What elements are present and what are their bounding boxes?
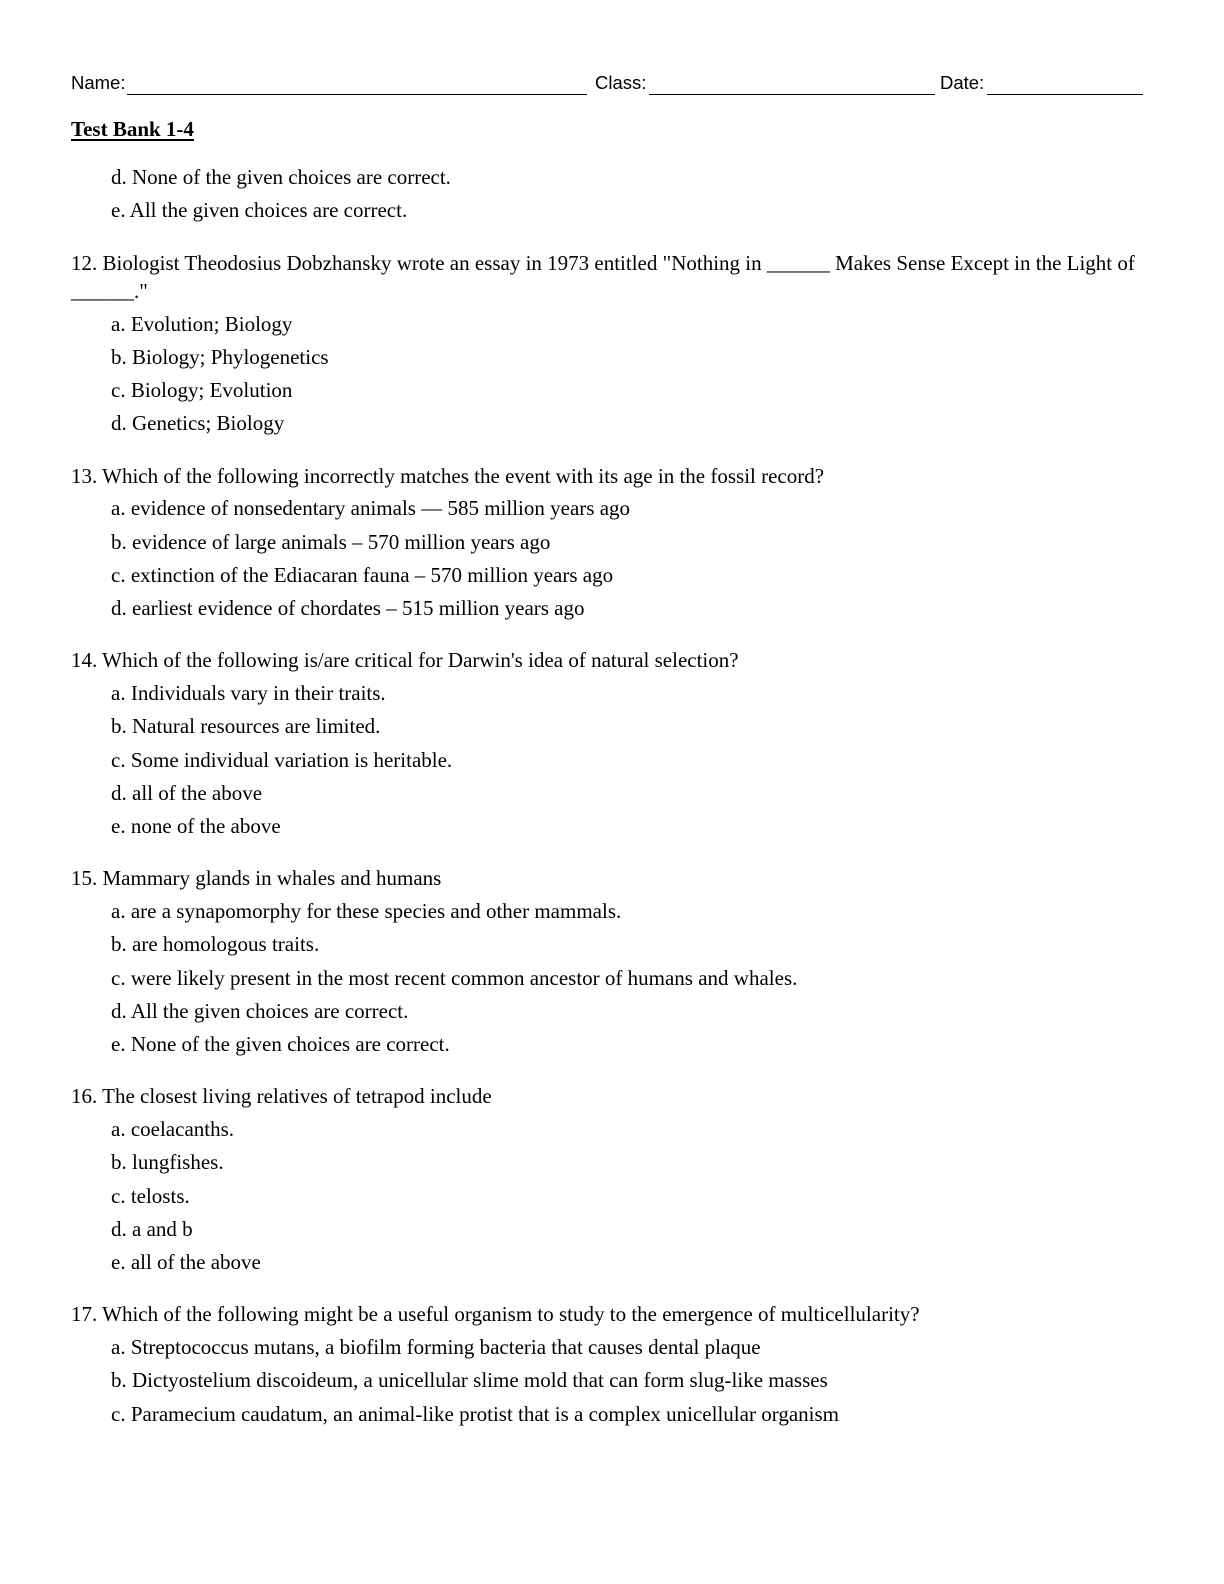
answer-choice: a. coelacanths. [111,1116,235,1141]
answer-choice: c. Some individual variation is heritable. [111,747,453,772]
question-17 [71,1300,1143,1430]
student-info-header [71,68,1143,98]
class-field[interactable] [649,94,935,95]
question-list [71,161,1143,1431]
answer-choice: e. none of the above [111,814,281,839]
question-16 [71,1082,1143,1279]
answer-choice: d. None of the given choices are correct. [111,165,451,189]
date-label: Date: [940,72,985,93]
answer-choice: d. Genetics; Biology [111,411,285,436]
question-text: 13. Which of the following incorrectly matches the event with its age in the fossil record? [71,463,825,488]
continued-question [71,161,1143,228]
answer-choice: d. earliest evidence of chordates – 515 million years ago [111,596,585,621]
question-text: 17. Which of the following might be a useful organism to study to the emergence of multicellularity? [71,1302,920,1327]
date-field[interactable] [987,94,1143,95]
answer-choice: b. lungfishes. [111,1150,224,1175]
answer-choice: c. telosts. [111,1183,190,1208]
question-13 [71,462,1143,626]
question-text: 12. Biologist Theodosius Dobzhansky wrote an essay in 1973 entitled "Nothing in ______ Makes Sense Except in the Light of ______." [71,250,1135,304]
answer-choice: d. a and b [111,1216,193,1241]
answer-choice: c. Paramecium caudatum, an animal-like protist that is a complex unicellular organism [111,1401,839,1426]
answer-choice: b. Dictyostelium discoideum, a unicellular slime mold that can form slug-like masses [111,1368,828,1393]
answer-choice: a. are a synapomorphy for these species and other mammals. [111,898,622,923]
answer-choice: a. Evolution; Biology [111,311,293,336]
question-text: 14. Which of the following is/are critical for Darwin's idea of natural selection? [71,648,739,673]
question-15 [71,864,1143,1061]
answer-choice: a. Streptococcus mutans, a biofilm forming bacteria that causes dental plaque [111,1334,761,1359]
name-field[interactable] [127,94,587,95]
answer-choice: b. evidence of large animals – 570 million years ago [111,529,551,554]
answer-choice: c. were likely present in the most recent common ancestor of humans and whales. [111,965,798,990]
page-title: Test Bank 1-4 [71,117,194,141]
answer-choice: d. All the given choices are correct. [111,998,409,1023]
answer-choice: d. all of the above [111,780,263,805]
answer-choice: e. None of the given choices are correct. [111,1032,450,1057]
answer-choice: c. Biology; Evolution [111,378,293,403]
class-label: Class: [595,72,647,93]
answer-choice: e. All the given choices are correct. [111,198,408,223]
answer-choice: a. evidence of nonsedentary animals — 585 million years ago [111,496,631,521]
question-text: 16. The closest living relatives of tetrapod include [71,1084,492,1109]
answer-choice: b. are homologous traits. [111,932,320,957]
answer-choice: e. all of the above [111,1250,261,1275]
question-12 [71,249,1143,441]
question-14 [71,646,1143,843]
answer-choice: b. Natural resources are limited. [111,714,381,739]
answer-choice: c. extinction of the Ediacaran fauna – 570 million years ago [111,562,614,587]
answer-choice: a. Individuals vary in their traits. [111,680,386,705]
answer-choice: b. Biology; Phylogenetics [111,344,329,369]
question-text: 15. Mammary glands in whales and humans [71,866,442,891]
name-label: Name: [71,72,126,93]
